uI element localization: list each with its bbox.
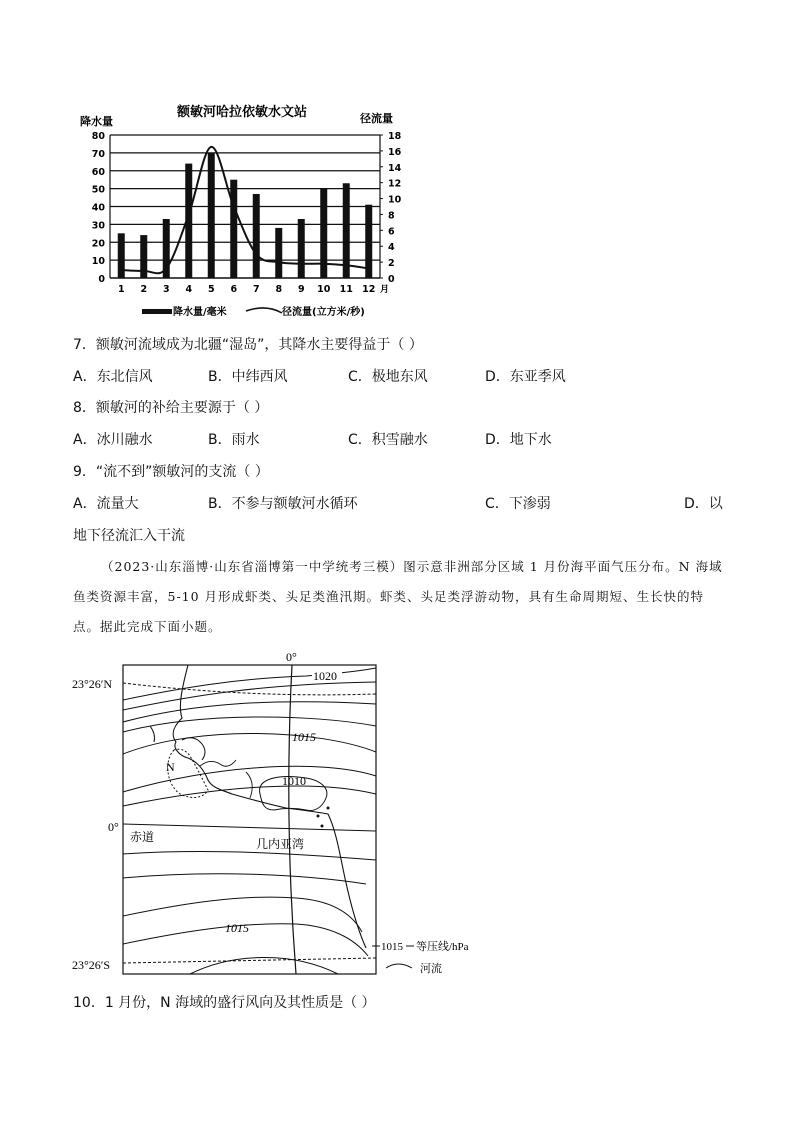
label-equator: 赤道 — [130, 830, 155, 844]
source-line-2: 鱼类资源丰富，5-10 月形成虾类、头足类渔汛期。虾类、头足类浮游动物，具有生命周期短、生长快的特 — [73, 589, 705, 604]
legend-river: 河流 — [420, 963, 442, 975]
month-tick-label: 12 — [362, 284, 376, 295]
question-10-stem: 10．1 月份，N 海域的盛行风向及其性质是（ ） — [73, 995, 376, 1011]
runoff-line — [121, 147, 369, 273]
isobar-north-4 — [123, 717, 376, 732]
precipitation-bars — [118, 153, 373, 278]
month-tick-label: 3 — [162, 284, 170, 295]
question-7-option-a[interactable]: A．东北信风 — [73, 369, 153, 385]
question-9-option-a[interactable]: A．流量大 — [73, 496, 139, 512]
island-dot — [327, 807, 330, 810]
prime-meridian — [289, 665, 296, 974]
right-axis-label: 径流量 — [360, 112, 393, 125]
precipitation-bar — [230, 180, 237, 278]
precipitation-bar — [208, 153, 215, 278]
month-tick-label: 6 — [230, 284, 238, 295]
isobar-south-2 — [123, 874, 366, 884]
isobar-north-3 — [123, 702, 376, 722]
label-equator-degree: 0° — [108, 820, 119, 834]
question-8-stem: 8．额敏河的补给主要源于（ ） — [73, 400, 269, 416]
precipitation-bar — [343, 183, 350, 278]
isobar-1015-north — [123, 733, 376, 754]
right-tick-label: 12 — [388, 178, 402, 190]
month-tick-label: 2 — [140, 284, 148, 295]
label-meridian: 0° — [286, 650, 297, 664]
question-9-option-b[interactable]: B．不参与额敏河水循环 — [208, 496, 358, 512]
left-tick-label: 0 — [98, 274, 105, 285]
left-tick-label: 10 — [91, 256, 105, 268]
legend-river-swatch — [386, 964, 412, 968]
chart-gridlines — [110, 135, 380, 278]
isobar-north-2 — [123, 682, 376, 710]
left-tick-label: 40 — [91, 202, 105, 214]
question-7-option-c[interactable]: C．极地东风 — [348, 369, 428, 385]
runoff-precipitation-chart — [70, 100, 430, 325]
equator-line — [123, 824, 376, 831]
right-tick-label: 4 — [388, 242, 395, 254]
island-dot — [321, 825, 324, 828]
chart-title: 额敏河哈拉依敏水文站 — [176, 105, 308, 120]
right-tick-label: 14 — [388, 162, 402, 174]
left-tick-label: 70 — [91, 148, 105, 160]
isobar-label-1015-north: 1015 — [292, 730, 316, 744]
legend-line-swatch — [246, 308, 282, 313]
island-curve — [150, 726, 155, 742]
label-region-n: N — [166, 760, 175, 774]
source-paragraph — [73, 552, 723, 642]
legend-bar-swatch — [142, 309, 172, 314]
precipitation-bar — [253, 194, 260, 278]
precipitation-bar — [298, 219, 305, 278]
left-axis-label: 降水量 — [80, 115, 113, 128]
isobar-north-6 — [123, 786, 376, 806]
month-tick-label: 1 — [117, 284, 125, 295]
question-8-option-b[interactable]: B．雨水 — [208, 432, 260, 448]
label-gulf-of-guinea: 几内亚湾 — [256, 837, 305, 851]
left-axis-ticks — [92, 131, 106, 285]
left-tick-label: 30 — [91, 220, 105, 232]
question-7-stem: 7．额敏河流域成为北疆“湿岛”，其降水主要得益于（ ） — [73, 337, 423, 353]
map-frame — [123, 665, 376, 974]
isobar-south-1 — [123, 852, 376, 860]
question-8-option-a[interactable]: A．冰川融水 — [73, 432, 153, 448]
left-tick-label: 80 — [91, 131, 105, 142]
x-axis-unit: 月 — [380, 285, 390, 295]
legend-isobar: 等压线/hPa — [416, 941, 469, 953]
question-7-option-b[interactable]: B．中纬西风 — [208, 369, 288, 385]
question-8-option-c[interactable]: C．积雪融水 — [348, 432, 428, 448]
month-tick-label: 5 — [207, 284, 215, 295]
right-tick-label: 2 — [388, 258, 395, 270]
right-tick-label: 16 — [388, 146, 402, 158]
month-tick-label: 7 — [252, 284, 260, 295]
africa-pressure-map — [70, 648, 490, 983]
month-tick-label: 11 — [339, 284, 353, 295]
right-tick-label: 10 — [388, 194, 402, 206]
island-dot — [317, 815, 320, 818]
right-tick-label: 6 — [388, 226, 395, 238]
left-tick-label: 50 — [91, 184, 105, 196]
question-9-option-d[interactable]: D．以 — [684, 496, 723, 512]
isobar-label-1015-south: 1015 — [225, 921, 249, 935]
tropic-of-capricorn — [123, 958, 376, 963]
river — [246, 772, 252, 798]
isobar-label-1010: 1010 — [282, 774, 306, 788]
month-axis-ticks — [118, 284, 375, 295]
legend-precipitation: 降水量/毫米 — [173, 307, 227, 318]
left-tick-label: 60 — [91, 166, 105, 178]
question-7-option-d[interactable]: D．东亚季风 — [485, 369, 566, 385]
right-tick-label: 18 — [388, 131, 402, 142]
precipitation-bar — [275, 228, 282, 278]
month-tick-label: 9 — [297, 284, 305, 295]
month-tick-label: 8 — [275, 284, 283, 295]
legend-runoff: 径流量(立方米/秒) — [282, 307, 365, 318]
precipitation-bar — [365, 205, 372, 278]
label-tropic-north: 23°26′N — [72, 677, 113, 691]
source-line-3: 点。据此完成下面小题。 — [73, 619, 222, 634]
month-tick-label: 4 — [185, 284, 193, 295]
right-tick-label: 8 — [388, 210, 395, 222]
left-tick-label: 20 — [91, 238, 105, 250]
right-tick-label: 0 — [388, 274, 395, 285]
river — [200, 760, 236, 766]
right-axis-ticks — [380, 131, 402, 285]
precipitation-bar — [118, 233, 125, 278]
isobar-label-1020: 1020 — [313, 669, 337, 683]
source-line-1: （2023·山东淄博·山东省淄博第一中学统考三模）图示意非洲部分区域 1 月份海平面气压分布。N 海域 — [101, 559, 723, 574]
question-9-option-c[interactable]: C．下渗弱 — [485, 496, 551, 512]
month-tick-label: 10 — [317, 284, 331, 295]
question-9-stem: 9．“流不到”额敏河的支流（ ） — [73, 464, 269, 480]
question-9-continuation: 地下径流汇入干流 — [73, 528, 185, 544]
legend-isobar-value: 1015 — [381, 941, 403, 953]
question-8-option-d[interactable]: D．地下水 — [485, 432, 552, 448]
label-tropic-south: 23°26′S — [72, 958, 111, 972]
